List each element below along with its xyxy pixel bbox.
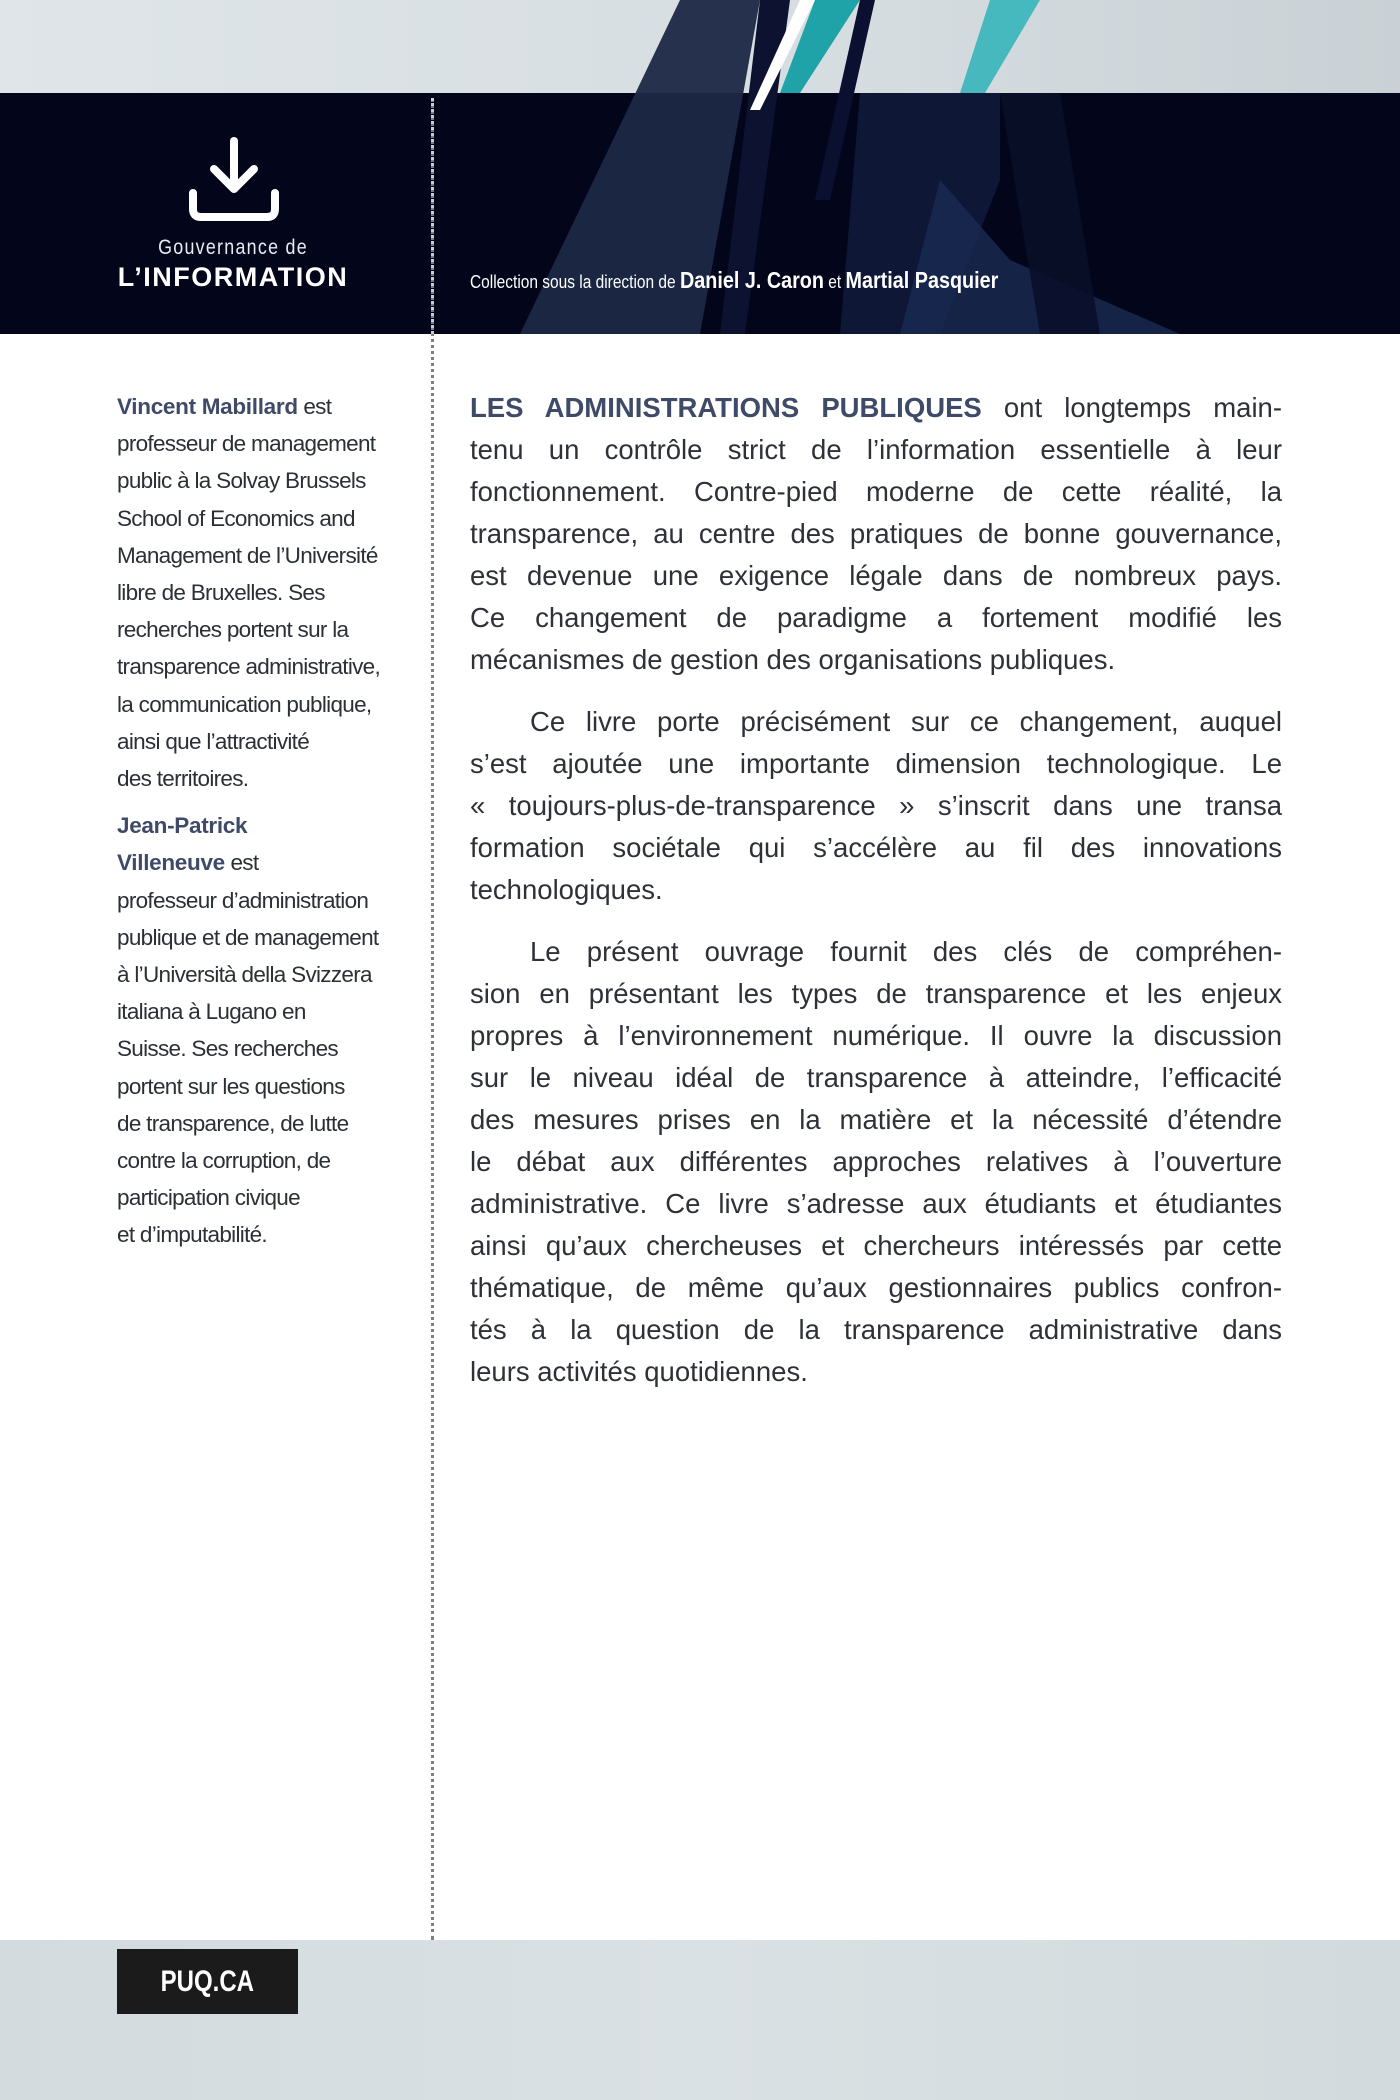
text-line: sur le niveau idéal de transparence à atteindre, l’efficacité — [470, 1062, 1282, 1093]
text-line: Management de l’Université — [117, 542, 378, 568]
author-bio — [117, 388, 407, 797]
text-line: « toujours-plus-de-transparence » s’inscrit dans une transa — [470, 790, 1282, 821]
text-line: technologiques. — [470, 874, 663, 905]
back-cover-summary — [470, 387, 1282, 1413]
text-line: à l’Università della Svizzera — [117, 962, 372, 988]
text-line: tenu un contrôle strict de l’information essentielle à leur — [470, 434, 1282, 465]
bio-lines — [117, 425, 407, 797]
text-line: fonctionnement. Contre-pied moderne de cette réalité, la — [470, 476, 1282, 507]
lead-in: LES ADMINISTRATIONS PUBLIQUES — [470, 392, 982, 423]
text-line: publique et de management — [117, 924, 379, 950]
column-divider — [431, 98, 434, 1940]
text-line: s’est ajoutée une importante dimension technologique. Le — [470, 748, 1282, 779]
series-subtitle: Gouvernance de — [158, 236, 308, 259]
text-line: transparence administrative, — [117, 654, 381, 680]
text-line: ainsi que l’attractivité — [117, 728, 310, 754]
bio-line — [117, 844, 407, 881]
summary-paragraph — [470, 701, 1282, 911]
text-line: thématique, de même qu’aux gestionnaires publics confron- — [470, 1272, 1282, 1303]
text-line: des mesures prises en la matière et la nécessité d’étendre — [470, 1104, 1282, 1135]
paragraph-lines — [470, 701, 1282, 911]
download-tray-icon — [187, 137, 281, 221]
text-line: professeur de management — [117, 431, 376, 457]
text-line: Suisse. Ses recherches — [117, 1036, 338, 1062]
publisher-link[interactable] — [117, 1949, 298, 2014]
art-stripe-teal — [960, 0, 1040, 93]
text-line: formation sociétale qui s’accélère au fil des innovations — [470, 832, 1282, 863]
bio-line — [117, 388, 407, 425]
paragraph-lines — [470, 931, 1282, 1393]
text-line: recherches portent sur la — [117, 617, 349, 643]
text-line: contre la corruption, de — [117, 1148, 331, 1174]
summary-text: ont longtemps main- — [981, 392, 1283, 423]
text-line: et d’imputabilité. — [117, 1222, 267, 1248]
text-line: sion en présentant les types de transparence et les enjeux — [470, 978, 1282, 1009]
author-bio — [117, 807, 407, 1253]
collection-credit — [470, 267, 998, 294]
author-bios — [117, 388, 407, 1264]
text-line: Le présent ouvrage fournit des clés de compréhen- — [530, 936, 1282, 967]
text-line: Ce livre porte précisément sur ce changement, auquel — [530, 706, 1282, 737]
text-line: tés à la question de la transparence administrative dans — [470, 1314, 1282, 1345]
paragraph-lines — [470, 429, 1282, 681]
text-line: de transparence, de lutte — [117, 1110, 349, 1136]
text-line: participation civique — [117, 1185, 300, 1211]
text-line: le débat aux différentes approches relatives à l’ouverture — [470, 1146, 1282, 1177]
summary-paragraph — [470, 387, 1282, 681]
publisher-link-label[interactable]: PUQ.CA — [160, 1965, 255, 1998]
text-line: transparence, au centre des pratiques de bonne gouvernance, — [470, 518, 1282, 549]
text-line: propres à l’environnement numérique. Il ouvre la discussion — [470, 1020, 1282, 1051]
text-line: portent sur les questions — [117, 1073, 345, 1099]
text-line: public à la Solvay Brussels — [117, 468, 366, 494]
text-line: libre de Bruxelles. Ses — [117, 580, 325, 606]
text-line: Ce changement de paradigme a fortement modifié les — [470, 602, 1282, 633]
text-line: la communication publique, — [117, 691, 372, 717]
bio-text: est — [224, 850, 259, 876]
author-name: Villeneuve — [117, 850, 225, 876]
header-divider — [431, 98, 434, 334]
text-line: des territoires. — [117, 766, 249, 792]
text-line: professeur d’administration — [117, 887, 369, 913]
text-line: italiana à Lugano en — [117, 999, 306, 1025]
text-line: est devenue une exigence légale dans de nombreux pays. — [470, 560, 1282, 591]
text-line: administrative. Ce livre s’adresse aux étudiants et étudiantes — [470, 1188, 1282, 1219]
summary-line — [470, 387, 1282, 429]
bio-text: est — [297, 394, 332, 419]
series-title: L’INFORMATION — [117, 262, 349, 292]
collection-prefix: Collection sous la direction de — [470, 272, 676, 292]
text-line: mécanismes de gestion des organisations publiques. — [470, 644, 1116, 675]
author-name: Jean-Patrick — [117, 813, 248, 839]
text-line: ainsi qu’aux chercheuses et chercheurs intéressés par cette — [470, 1230, 1282, 1261]
bio-lines — [117, 882, 407, 1254]
summary-paragraph — [470, 931, 1282, 1393]
conjunction: et — [828, 272, 842, 292]
author-name: Vincent Mabillard — [117, 394, 298, 419]
director-name: Daniel J. Caron — [679, 267, 824, 293]
text-line: School of Economics and — [117, 505, 355, 531]
text-line: leurs activités quotidiennes. — [470, 1356, 808, 1387]
director-name: Martial Pasquier — [845, 267, 999, 293]
